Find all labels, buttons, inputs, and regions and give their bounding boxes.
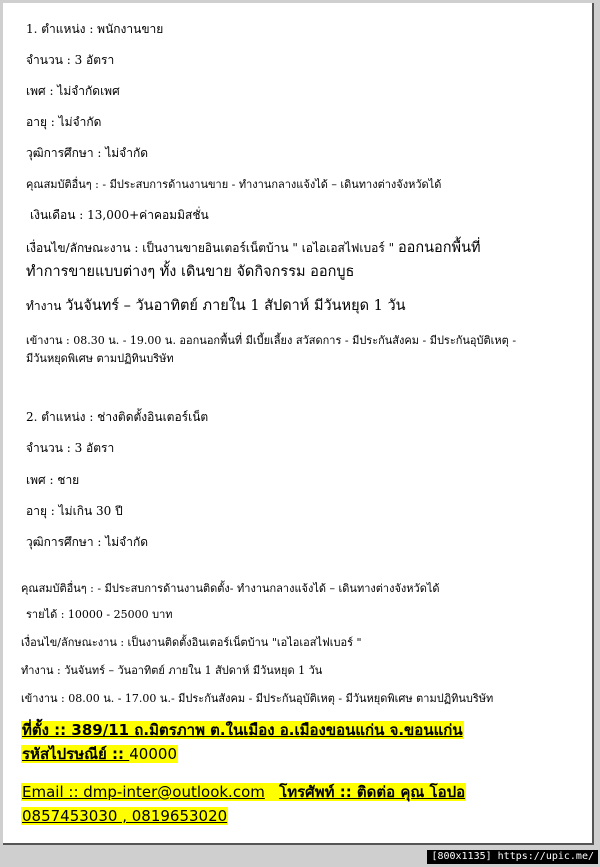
job2-workdays: ทำงาน : วันจันทร์ – วันอาทิตย์ ภายใน 1 สัปดาห์ มีวันหยุด 1 วัน bbox=[21, 664, 323, 677]
postcode-label: รหัสไปรษณีย์ :: bbox=[22, 745, 130, 763]
phone-numbers: 0857453030 , 0819653020 bbox=[22, 807, 228, 825]
job2-qualifications: คุณสมบัติอื่นๆ : - มีประสบการด้านงานติดตั้ง- ทำงานกลางแจ้งได้ – เดินทางต่างจังหวัดได้ bbox=[21, 582, 440, 595]
job1-conditions-line2: ทำการขายแบบต่างๆ ทั้ง เดินขาย จัดกิจกรรม ออกบูธ bbox=[26, 264, 355, 280]
job1-workdays-value: วันจันทร์ – วันอาทิตย์ ภายใน 1 สัปดาห์ มีวันหยุด 1 วัน bbox=[65, 298, 406, 314]
job2-conditions: เงื่อนไข/ลักษณะงาน : เป็นงานติดตั้งอินเตอร์เน็ตบ้าน "เอไอเอสไฟเบอร์ " bbox=[21, 636, 362, 649]
job1-count: จำนวน : 3 อัตรา bbox=[26, 53, 115, 67]
job1-workdays bbox=[26, 296, 406, 316]
job2-hours: เข้างาน : 08.00 น. - 17.00 น.- มีประกันสังคม - มีประกันอุบัติเหตุ - มีวันหยุดพิเศษ ตามปฏิทินบริษัท bbox=[21, 692, 494, 705]
job1-conditions-big: ออกนอกพื้นที่ bbox=[397, 240, 481, 256]
job1-conditions-label: เงื่อนไข/ลักษณะงาน : เป็นงานขายอินเตอร์เน็ตบ้าน " เอไอเอสไฟเบอร์ " bbox=[26, 241, 398, 255]
job2-education: วุฒิการศึกษา : ไม่จำกัด bbox=[26, 535, 149, 549]
job1-gender: เพศ : ไม่จำกัดเพศ bbox=[26, 84, 120, 98]
job2-position: 2. ตำแหน่ง : ช่างติดตั้งอินเตอร์เน็ต bbox=[26, 410, 209, 424]
job1-salary: เงินเดือน : 13,000+ค่าคอมมิสชั่น bbox=[30, 208, 209, 222]
email[interactable]: Email :: dmp-inter@outlook.com bbox=[22, 783, 265, 801]
email-phone-line bbox=[21, 782, 466, 802]
job1-hours-line2: มีวันหยุดพิเศษ ตามปฏิทินบริษัท bbox=[26, 352, 174, 365]
phones-line bbox=[21, 806, 228, 826]
job1-education: วุฒิการศึกษา : ไม่จำกัด bbox=[26, 146, 149, 160]
postcode-line bbox=[21, 744, 178, 764]
job2-income: รายได้ : 10000 - 25000 บาท bbox=[26, 608, 173, 621]
watermark-label: [800x1135] https://upic.me/ bbox=[427, 850, 598, 864]
document-page bbox=[3, 3, 594, 845]
job2-count: จำนวน : 3 อัตรา bbox=[26, 441, 115, 455]
job2-age: อายุ : ไม่เกิน 30 ปี bbox=[26, 504, 123, 518]
job1-position: 1. ตำแหน่ง : พนักงานขาย bbox=[26, 22, 164, 36]
job1-qualifications: คุณสมบัติอื่นๆ : - มีประสบการด้านงานขาย - ทำงานกลางแจ้งได้ – เดินทางต่างจังหวัดได้ bbox=[26, 178, 442, 191]
job1-age: อายุ : ไม่จำกัด bbox=[26, 115, 102, 129]
postcode-value: 40000 bbox=[129, 745, 177, 763]
job1-workdays-label: ทำงาน bbox=[26, 299, 66, 313]
address-label: ที่ตั้ง :: bbox=[22, 721, 72, 739]
job1-conditions bbox=[26, 238, 481, 258]
job2-gender: เพศ : ชาย bbox=[26, 473, 80, 487]
address-value: 389/11 ถ.มิตรภาพ ต.ในเมือง อ.เมืองขอนแก่น จ.ขอนแก่น bbox=[71, 721, 463, 739]
phone-label: โทรศัพท์ :: ติดต่อ คุณ โอปอ bbox=[279, 783, 466, 801]
address-line bbox=[21, 720, 464, 740]
job1-hours-line1: เข้างาน : 08.30 น. - 19.00 น. ออกนอกพื้นที่ มีเบี้ยเลี้ยง สวัสดการ - มีประกันสังคม - มีประกันอุบัติเหตุ - bbox=[26, 334, 517, 347]
